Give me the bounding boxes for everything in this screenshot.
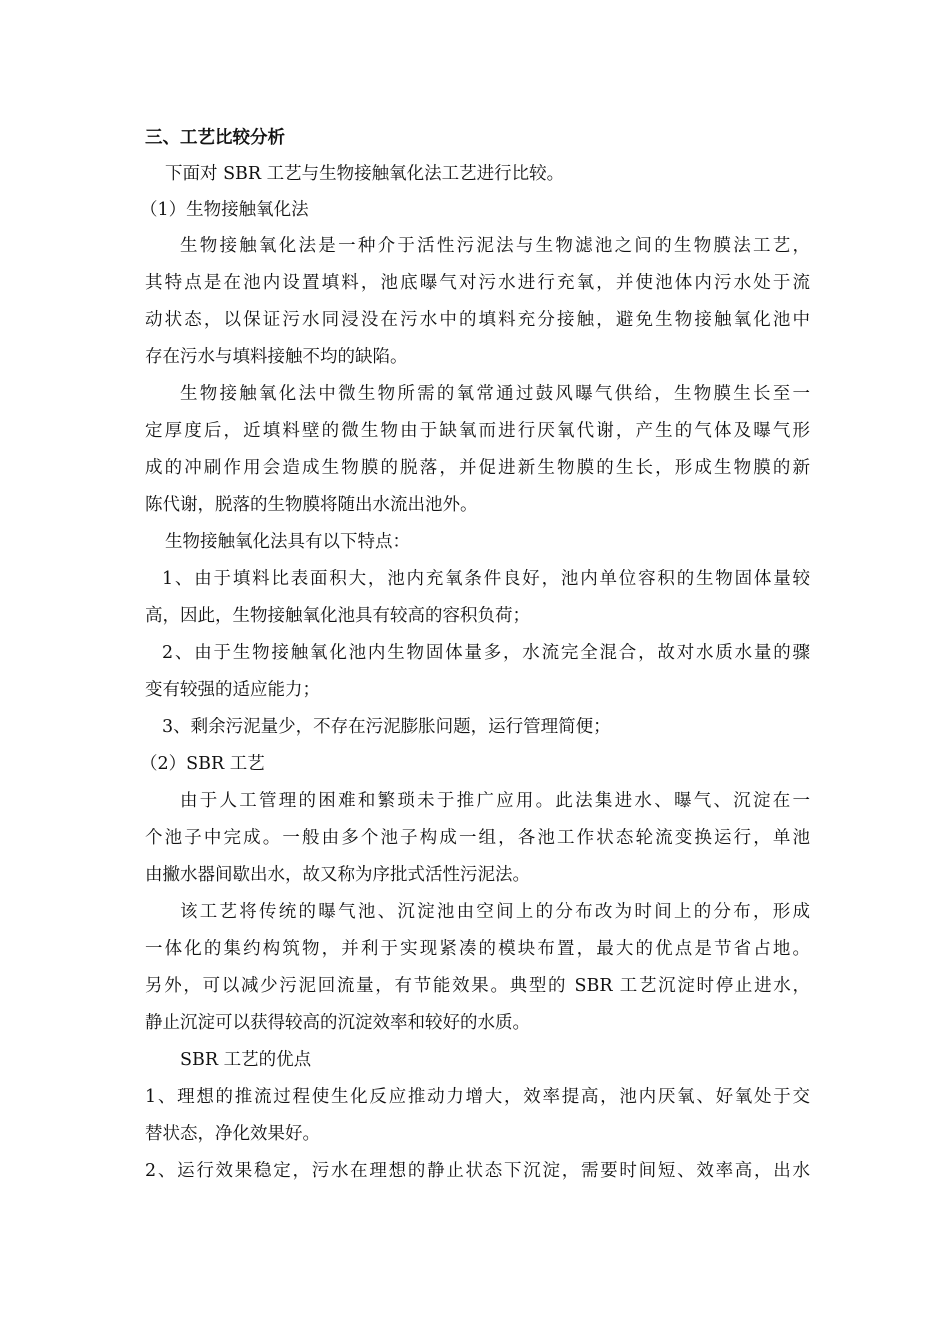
feature2-line2: 变有较强的适应能力； — [145, 680, 320, 700]
advantage1-line2: 替状态，净化效果好。 — [145, 1124, 320, 1144]
section-intro: 下面对 SBR 工艺与生物接触氧化法工艺进行比较。 — [165, 164, 565, 184]
sbr-advantages-heading: SBR 工艺的优点 — [180, 1050, 312, 1070]
features-intro: 生物接触氧化法具有以下特点： — [165, 532, 410, 552]
feature3: 3、剩余污泥量少，不存在污泥膨胀问题，运行管理简便； — [162, 717, 611, 737]
sbr-para1-line1: 由于人工管理的困难和繁琐未于推广应用。此法集进水、曝气、沉淀在一 — [180, 791, 810, 811]
contact-oxidation-para2-line2: 定厚度后，近填料壁的微生物由于缺氧而进行厌氧代谢，产生的气体及曝气形 — [145, 421, 810, 441]
sbr-para2-line3: 另外，可以减少污泥回流量，有节能效果。典型的 SBR 工艺沉淀时停止进水， — [145, 976, 810, 996]
contact-oxidation-para2-line4: 陈代谢，脱落的生物膜将随出水流出池外。 — [145, 495, 478, 515]
sbr-para2-line4: 静止沉淀可以获得较高的沉淀效率和较好的水质。 — [145, 1013, 530, 1033]
feature1-line1: 1、由于填料比表面积大，池内充氧条件良好，池内单位容积的生物固体量较 — [162, 569, 810, 589]
sbr-para2-line1: 该工艺将传统的曝气池、沉淀池由空间上的分布改为时间上的分布，形成 — [180, 902, 810, 922]
sbr-para1-line3: 由撇水器间歇出水，故又称为序批式活性污泥法。 — [145, 865, 530, 885]
sbr-para2-line2: 一体化的集约构筑物，并利于实现紧凑的模块布置，最大的优点是节省占地。 — [145, 939, 810, 959]
sbr-para1-line2: 个池子中完成。一般由多个池子构成一组，各池工作状态轮流变换运行，单池 — [145, 828, 810, 848]
contact-oxidation-para1-line2: 其特点是在池内设置填料，池底曝气对污水进行充氧，并使池体内污水处于流 — [145, 273, 810, 293]
contact-oxidation-para1-line4: 存在污水与填料接触不均的缺陷。 — [145, 347, 408, 367]
advantage1-line1: 1、理想的推流过程使生化反应推动力增大，效率提高，池内厌氧、好氧处于交 — [145, 1087, 810, 1107]
feature1-line2: 高，因此，生物接触氧化池具有较高的容积负荷； — [145, 606, 530, 626]
contact-oxidation-para1-line3: 动状态，以保证污水同浸没在污水中的填料充分接触，避免生物接触氧化池中 — [145, 310, 810, 330]
advantage2-line1: 2、运行效果稳定，污水在理想的静止状态下沉淀，需要时间短、效率高，出水 — [145, 1161, 810, 1181]
section-heading: 三、工艺比较分析 — [145, 128, 285, 148]
contact-oxidation-para2-line1: 生物接触氧化法中微生物所需的氧常通过鼓风曝气供给，生物膜生长至一 — [180, 384, 810, 404]
contact-oxidation-para2-line3: 成的冲刷作用会造成生物膜的脱落，并促进新生物膜的生长，形成生物膜的新 — [145, 458, 810, 478]
feature2-line1: 2、由于生物接触氧化池内生物固体量多，水流完全混合，故对水质水量的骤 — [162, 643, 810, 663]
sbr-heading: （2）SBR 工艺 — [140, 754, 265, 774]
contact-oxidation-para1-line1: 生物接触氧化法是一种介于活性污泥法与生物滤池之间的生物膜法工艺， — [180, 236, 810, 256]
contact-oxidation-heading: （1）生物接触氧化法 — [140, 200, 309, 220]
